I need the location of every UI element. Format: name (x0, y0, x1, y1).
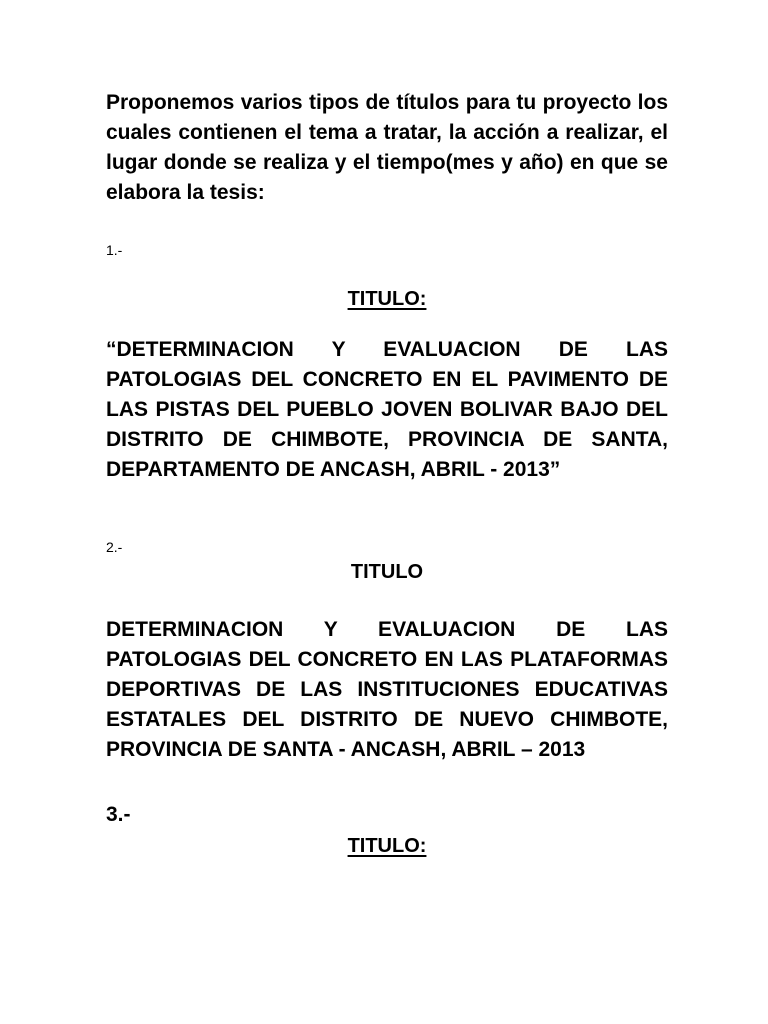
item-2-number: 2.- (106, 539, 123, 555)
item-2-heading: TITULO (350, 561, 424, 583)
item-2-title: DETERMINACION Y EVALUACION DE LAS PATOLOGIAS DEL CONCRETO EN LAS PLATAFORMAS DEPORTIVAS DE LAS INSTITUCIONES EDUCATIVAS ESTATALES DEL DISTRITO DE NUEVO CHIMBOTE, PROVINCIA DE SANTA - ANCASH, ABRIL – 2013 (106, 618, 668, 761)
item-1-heading: TITULO: (347, 288, 427, 310)
item-1-number: 1.- (106, 242, 123, 258)
intro-paragraph: Proponemos varios tipos de títulos para tu proyecto los cuales contienen el tema a tratar, la acción a realizar, el lugar donde se realiza y el tiempo(mes y año) en que se elabora la tesis: (106, 91, 668, 204)
item-3-number: 3.- (106, 803, 131, 826)
item-3-heading: TITULO: (347, 835, 427, 857)
item-1-title: “DETERMINACION Y EVALUACION DE LAS PATOLOGIAS DEL CONCRETO EN EL PAVIMENTO DE LAS PISTAS DEL PUEBLO JOVEN BOLIVAR BAJO DEL DISTRITO DE CHIMBOTE, PROVINCIA DE SANTA, DEPARTAMENTO DE ANCASH, ABRIL - 2013” (106, 338, 668, 481)
